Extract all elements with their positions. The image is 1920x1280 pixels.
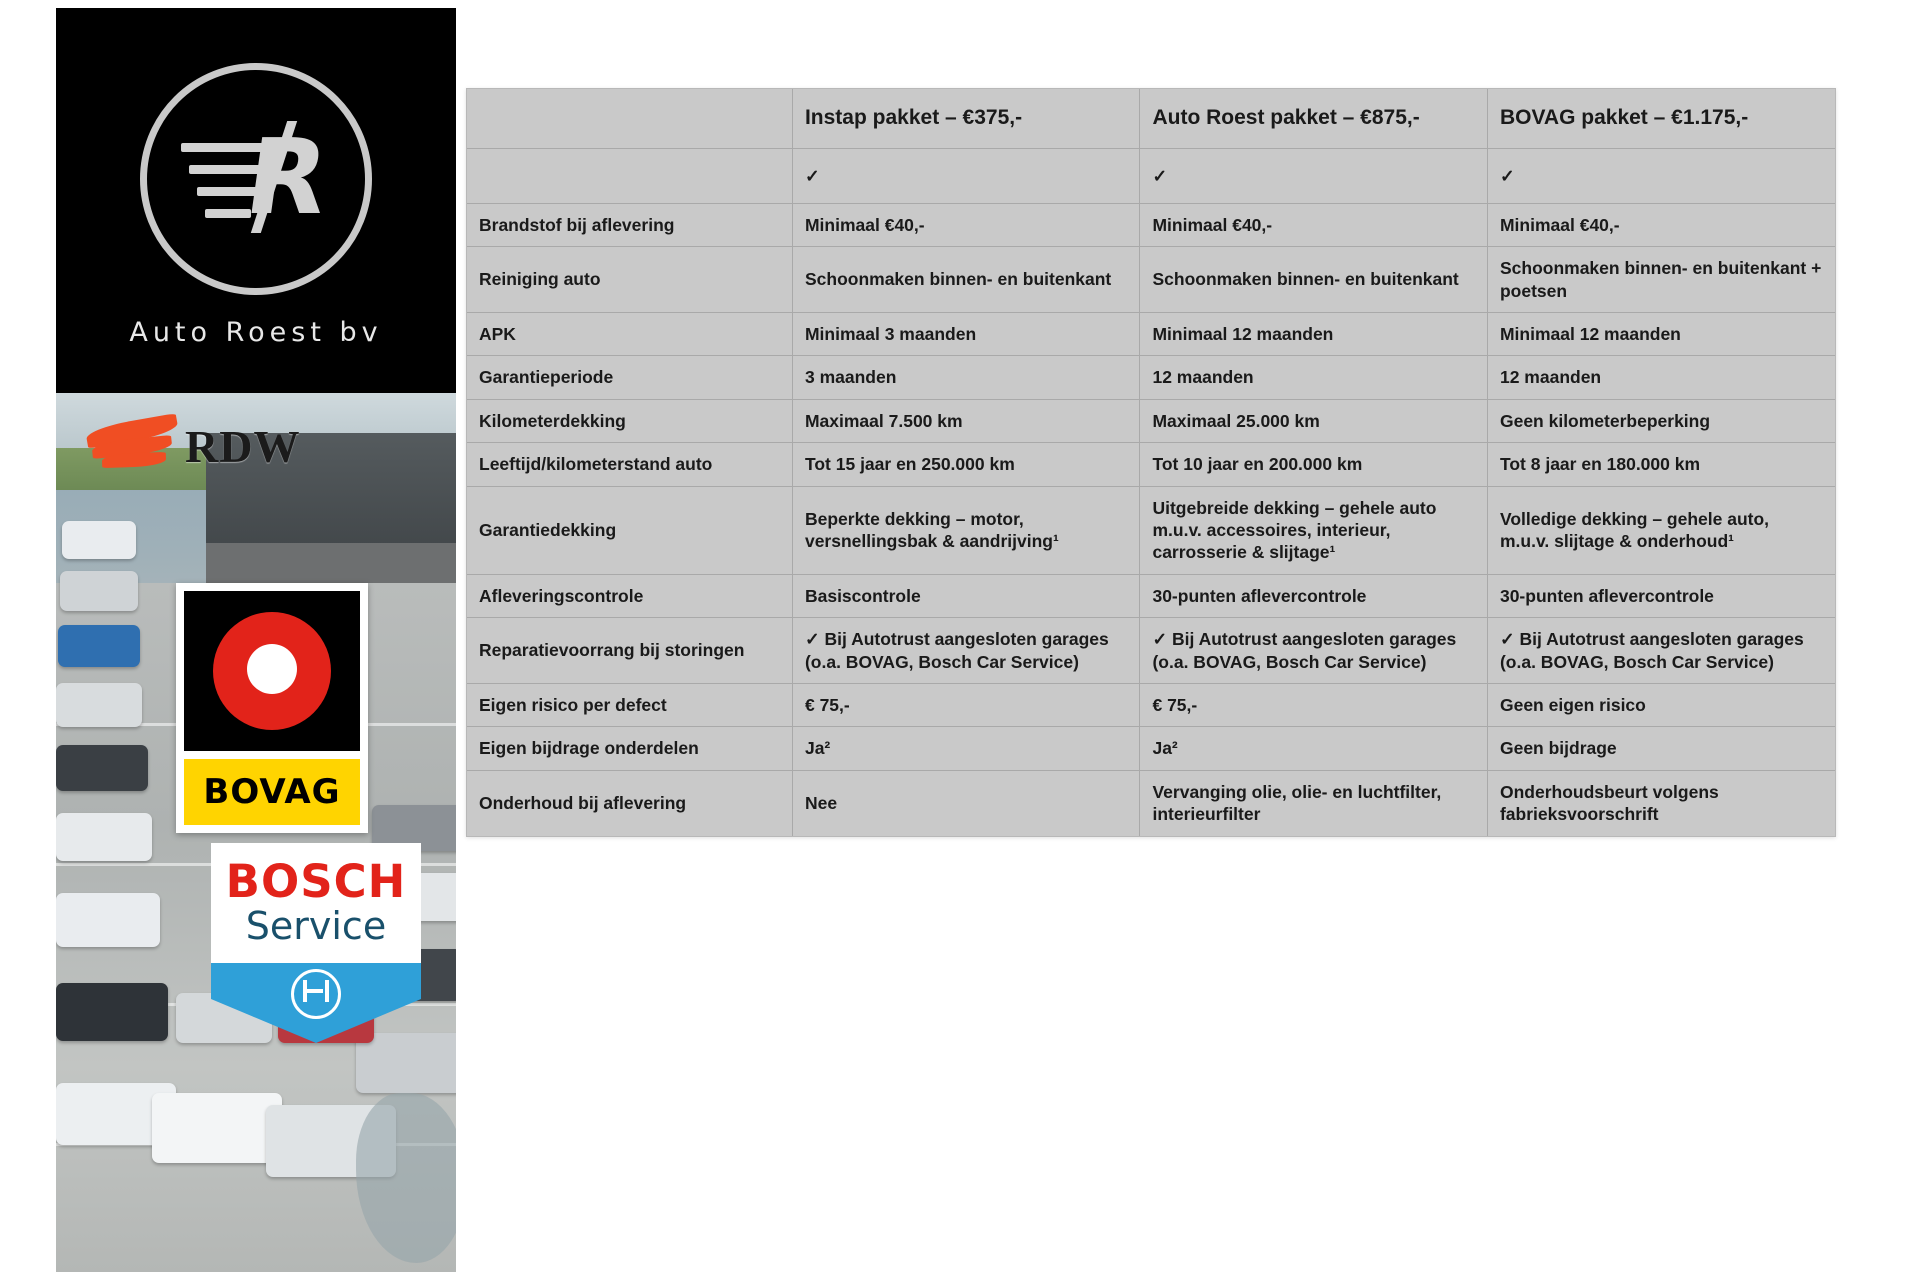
check-icon-auto-roest: ✓	[1140, 148, 1488, 203]
header-package-auto-roest: Auto Roest pakket – €875,-	[1140, 89, 1488, 148]
rdw-bird-icon	[86, 417, 181, 475]
row-value-instap: Minimaal €40,-	[792, 203, 1140, 246]
row-value-bovag: Schoonmaken binnen- en buitenkant + poetsen	[1487, 247, 1835, 313]
bosch-service-badge	[211, 843, 421, 1043]
row-value-instap: Minimaal 3 maanden	[792, 313, 1140, 356]
left-panel	[56, 8, 456, 1272]
row-value-bovag: Geen bijdrage	[1487, 727, 1835, 770]
bovag-label-box	[184, 759, 360, 825]
row-value-instap: Tot 15 jaar en 250.000 km	[792, 443, 1140, 486]
row-value-auto-roest: ✓ Bij Autotrust aangesloten garages (o.a. BOVAG, Bosch Car Service)	[1140, 618, 1488, 684]
row-value-bovag: Geen kilometerbeperking	[1487, 399, 1835, 442]
row-feature-label: Garantiedekking	[467, 486, 792, 574]
row-feature-label: Garantieperiode	[467, 356, 792, 399]
row-feature-label: Eigen bijdrage onderdelen	[467, 727, 792, 770]
row-feature-label: Reiniging auto	[467, 247, 792, 313]
table-row	[467, 399, 1835, 442]
check-icon-bovag: ✓	[1487, 148, 1835, 203]
row-value-bovag: Tot 8 jaar en 180.000 km	[1487, 443, 1835, 486]
check-icon-instap: ✓	[792, 148, 1140, 203]
row-value-instap: Nee	[792, 770, 1140, 835]
row-value-bovag: 30-punten aflevercontrole	[1487, 574, 1835, 617]
row-value-auto-roest: Uitgebreide dekking – gehele auto m.u.v. accessoires, interieur, carrosserie & slijtage¹	[1140, 486, 1488, 574]
row-value-instap: ✓ Bij Autotrust aangesloten garages (o.a. BOVAG, Bosch Car Service)	[792, 618, 1140, 684]
header-feature-blank	[467, 89, 792, 148]
row-feature-label: Kilometerdekking	[467, 399, 792, 442]
row-value-instap: Ja²	[792, 727, 1140, 770]
table-row	[467, 203, 1835, 246]
check-row-feature	[467, 148, 792, 203]
row-value-instap: Beperkte dekking – motor, versnellingsbak & aandrijving¹	[792, 486, 1140, 574]
bosch-armature-icon	[291, 969, 341, 1019]
table-row	[467, 247, 1835, 313]
row-value-bovag: ✓ Bij Autotrust aangesloten garages (o.a. BOVAG, Bosch Car Service)	[1487, 618, 1835, 684]
row-value-auto-roest: Maximaal 25.000 km	[1140, 399, 1488, 442]
row-feature-label: Reparatievoorrang bij storingen	[467, 618, 792, 684]
bosch-label: BOSCH	[225, 855, 407, 908]
table-row	[467, 356, 1835, 399]
row-feature-label: Leeftijd/kilometerstand auto	[467, 443, 792, 486]
row-value-auto-roest: Minimaal 12 maanden	[1140, 313, 1488, 356]
row-value-instap: Basiscontrole	[792, 574, 1140, 617]
row-value-auto-roest: 12 maanden	[1140, 356, 1488, 399]
table-row	[467, 618, 1835, 684]
row-value-instap: Maximaal 7.500 km	[792, 399, 1140, 442]
row-value-bovag: 12 maanden	[1487, 356, 1835, 399]
auto-roest-logo-icon: R	[140, 63, 372, 295]
table-row	[467, 683, 1835, 726]
table-row	[467, 313, 1835, 356]
row-value-bovag: Minimaal 12 maanden	[1487, 313, 1835, 356]
header-package-instap: Instap pakket – €375,-	[792, 89, 1140, 148]
auto-roest-logo-panel	[56, 8, 456, 393]
bovag-label: BOVAG	[203, 772, 341, 812]
row-feature-label: Onderhoud bij aflevering	[467, 770, 792, 835]
row-value-instap: 3 maanden	[792, 356, 1140, 399]
bovag-emblem	[184, 591, 360, 751]
rdw-badge	[86, 411, 386, 481]
table-header-row	[467, 89, 1835, 148]
row-value-auto-roest: Tot 10 jaar en 200.000 km	[1140, 443, 1488, 486]
table-row-check	[467, 148, 1835, 203]
row-value-bovag: Volledige dekking – gehele auto, m.u.v. slijtage & onderhoud¹	[1487, 486, 1835, 574]
table-row	[467, 443, 1835, 486]
row-value-bovag: Onderhoudsbeurt volgens fabrieksvoorschrift	[1499, 781, 1719, 825]
table-row	[467, 486, 1835, 574]
row-value-auto-roest: Ja²	[1140, 727, 1488, 770]
row-value-auto-roest: Vervanging olie, olie- en luchtfilter, interieurfilter	[1140, 770, 1488, 835]
row-value-instap: € 75,-	[792, 683, 1140, 726]
row-feature-label: Eigen risico per defect	[467, 683, 792, 726]
row-feature-label: Brandstof bij aflevering	[467, 203, 792, 246]
row-value-auto-roest: Minimaal €40,-	[1140, 203, 1488, 246]
dealership-photo	[56, 393, 456, 1272]
table-row	[467, 770, 1835, 835]
rdw-label: RDW	[185, 420, 301, 472]
row-value-instap: Schoonmaken binnen- en buitenkant	[792, 247, 1140, 313]
header-package-bovag: BOVAG pakket – €1.175,-	[1487, 89, 1835, 148]
row-value-auto-roest: 30-punten aflevercontrole	[1140, 574, 1488, 617]
package-comparison-table	[466, 88, 1836, 837]
row-value-auto-roest: € 75,-	[1140, 683, 1488, 726]
company-name: Auto Roest bv	[129, 317, 383, 348]
row-value-bovag: Minimaal €40,-	[1487, 203, 1835, 246]
row-feature-label: APK	[467, 313, 792, 356]
table-row	[467, 727, 1835, 770]
row-value-auto-roest: Schoonmaken binnen- en buitenkant	[1140, 247, 1488, 313]
bovag-badge	[176, 583, 368, 833]
row-feature-label: Afleveringscontrole	[467, 574, 792, 617]
row-value-bovag: Geen eigen risico	[1487, 683, 1835, 726]
bosch-sublabel: Service	[245, 904, 387, 948]
table-row	[467, 574, 1835, 617]
